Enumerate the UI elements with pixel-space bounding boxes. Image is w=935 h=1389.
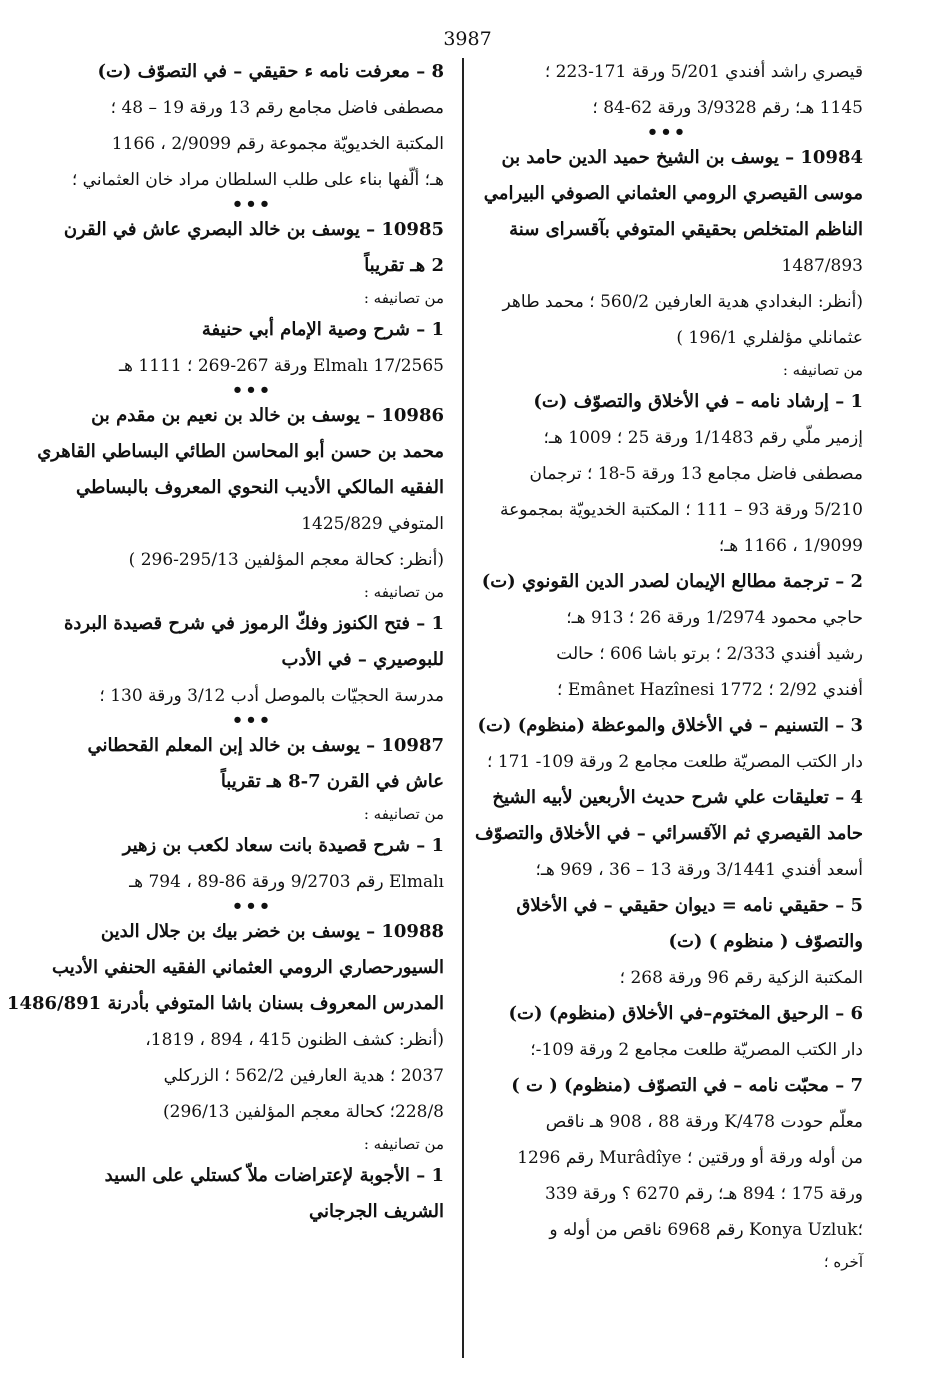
reference-line: هـ؛ ألّفها بناء على طلب السلطان مراد خان العثماني ؛: [71, 170, 444, 190]
entry-separator: •••: [231, 896, 273, 917]
reference-line: 1487/893: [781, 256, 863, 276]
section-label: من تصانيفه :: [782, 361, 863, 379]
reference-line: Elmalı رقم 9/2703 ورقة 86-89 ، 794 هـ: [129, 872, 444, 892]
entry-heading-line: 10984 – يوسف بن الشيخ حميد الدين حامد بن: [501, 147, 863, 168]
section-label: من تصانيفه :: [363, 1135, 444, 1153]
reference-line: من أوله ورقة أو ورقتين ؛ Murâdîye رقم 1296: [517, 1148, 863, 1168]
entry-heading-line: حامد القيصري ثم الآقسرائي – في الأخلاق والتصوّف: [475, 823, 863, 844]
entry-heading-line: 5 – حقيقي نامه = ديوان حقيقي – في الأخلاق: [516, 895, 863, 916]
reference-line: أسعد أفندي 3/1441 ورقة 13 – 36 ، 969 هـ؛: [535, 860, 863, 880]
reference-line: المكتبة الزكية رقم 96 ورقة 268 ؛: [619, 968, 863, 988]
reference-line: المتوفي 1425/829: [301, 514, 444, 534]
reference-line: المكتبة الخديويّة مجموعة رقم 2/9099 ، 1166: [111, 134, 444, 154]
entry-separator: •••: [231, 380, 273, 401]
reference-line: 1/9099 ، 1166 هـ؛: [718, 536, 863, 556]
entry-heading-line: المدرس المعروف بسنان باشا المتوفي بأدرنة 1486/891: [6, 993, 444, 1014]
reference-line: ؛Konya Uzluk رقم 6968 ناقص من أوله و: [549, 1220, 863, 1240]
reference-line: أفندي 2/92 ؛ 1772 Emânet Hazînesi ؛: [557, 680, 863, 700]
reference-line: حاجي محمود 1/2974 ورقة 26 ؛ 913 هـ؛: [566, 608, 863, 628]
entry-separator: •••: [231, 710, 273, 731]
reference-line: قيصري راشد أفندي 5/201 ورقة 171-223 ؛: [544, 62, 863, 82]
entry-heading-line: عاش في القرن 7-8 هـ تقريباً: [220, 771, 444, 792]
entry-heading-line: موسى القيصري الرومي العثماني الصوفي البيرامي: [483, 183, 863, 204]
reference-line: 2037 ؛ هدية العارفين 562/2 ؛ الزركلي: [163, 1066, 444, 1086]
entry-heading-line: 1 – فتح الكنوز وفكّ الرموز في شرح قصيدة البردة: [63, 613, 444, 634]
reference-line: دار الكتب المصريّة طلعت مجامع 2 ورقة 109- 171 ؛: [487, 752, 863, 772]
entry-heading-line: 10985 – يوسف بن خالد البصري عاش في القرن: [63, 219, 444, 240]
page-number: 3987: [443, 28, 492, 50]
reference-line: (أنظر: البغدادي هدية العارفين 560/2 ؛ محمد طاهر: [502, 292, 863, 312]
section-label: آخره ؛: [823, 1253, 863, 1271]
entry-heading-line: 10987 – يوسف بن خالد إبن المعلم القحطاني: [87, 735, 444, 756]
reference-line: عثمانلي مؤلفلري 196/1 ): [676, 328, 863, 348]
entry-heading-line: 2 – ترجمة مطالع الإيمان لصدر الدين القونوي (ت): [481, 571, 863, 592]
entry-heading-line: الناظم المتخلص بحقيقي المتوفي بآقسراى سنة: [509, 219, 863, 240]
reference-line: مدرسة الحجيّات بالموصل أدب 3/12 ورقة 130 ؛: [99, 686, 444, 706]
reference-line: دار الكتب المصريّة طلعت مجامع 2 ورقة 109-؛: [530, 1040, 863, 1060]
reference-line: إزمير ملّي رقم 1/1483 ورقة 25 ؛ 1009 هـ؛: [543, 428, 863, 448]
entry-heading-line: محمد بن حسن أبو المحاسن الطائي البساطي القاهري: [37, 441, 444, 462]
entry-separator: •••: [231, 194, 273, 215]
entry-heading-line: 7 – محبّت نامه – في التصوّف (منظوم) ( ت ): [511, 1075, 863, 1096]
entry-separator: •••: [646, 122, 688, 143]
reference-line: مصطفى فاضل مجامع 13 ورقة 5-18 ؛ ترجمان: [529, 464, 863, 484]
section-label: من تصانيفه :: [363, 289, 444, 307]
entry-heading-line: 8 – معرفت نامه ء حقيقي – في التصوّف (ت): [97, 61, 444, 82]
entry-heading-line: 10986 – يوسف بن خالد بن نعيم بن مقدم بن: [91, 405, 444, 426]
section-label: من تصانيفه :: [363, 805, 444, 823]
reference-line: 228/8؛ كحالة معجم المؤلفين 296/13): [163, 1102, 444, 1122]
left-column: [6, 54, 444, 1230]
entry-heading-line: الشريف الجرجاني: [308, 1201, 444, 1222]
reference-line: (أنظر: كشف الظنون 415 ، 894 ، 1819،: [145, 1030, 444, 1050]
reference-line: (أنظر: كحالة معجم المؤلفين 295/13-296 ): [128, 550, 444, 570]
entry-heading-line: 6 – الرحيق المختوم–في الأخلاق (منظوم) (ت): [508, 1003, 863, 1024]
reference-line: ورقة 175 ؛ 894 هـ؛ رقم 6270 ؟ ورقة 339: [544, 1184, 863, 1204]
reference-line: رشيد أفندي 2/333 ؛ برتو باشا 606 ؛ حالت: [556, 644, 863, 664]
reference-line: 1145 هـ؛ رقم 3/9328 ورقة 62-84 ؛: [592, 98, 863, 118]
entry-heading-line: 4 – تعليقات علي شرح حديث الأربعين لأبيه الشيخ: [492, 787, 863, 808]
entry-heading-line: 2 هـ تقريباً: [364, 255, 444, 276]
reference-line: معلّم حودت 478/K ورقة 88 ، 908 هـ ناقص: [545, 1112, 863, 1132]
reference-line: مصطفى فاضل مجامع رقم 13 ورقة 19 – 48 ؛: [110, 98, 444, 118]
reference-line: 5/210 ورقة 93 – 111 ؛ المكتبة الخديويّة بمجموعة: [500, 500, 863, 520]
entry-heading-line: والتصوّف ( منظوم ) (ت): [668, 931, 863, 952]
right-column: [471, 54, 863, 1276]
entry-heading-line: 1 – شرح قصيدة بانت سعاد لكعب بن زهير: [122, 835, 444, 856]
entry-heading-line: 10988 – يوسف بن خضر بيك بن جلال الدين: [100, 921, 444, 942]
entry-heading-line: الفقيه المالكي الأديب النحوي المعروف بالبساطي: [76, 477, 444, 498]
entry-heading-line: 1 – إرشاد نامه – في الأخلاق والتصوّف (ت): [533, 391, 863, 412]
entry-heading-line: 3 – التسنيم – في الأخلاق والموعظة (منظوم) (ت): [477, 715, 863, 736]
entry-heading-line: السيورحصاري الرومي العثماني الفقيه الحنفي الأديب: [52, 957, 444, 978]
column-divider: [462, 58, 464, 1358]
entry-heading-line: 1 – الأجوبة لإعتراضات ملاّ كستلي على السيد: [104, 1165, 444, 1186]
entry-heading-line: للبوصيري – في الأدب: [281, 649, 444, 670]
section-label: من تصانيفه :: [363, 583, 444, 601]
entry-heading-line: 1 – شرح وصية الإمام أبي حنيفة: [201, 319, 444, 340]
reference-line: 17/2565 Elmalı ورقة 267-269 ؛ 1111 هـ: [119, 356, 444, 376]
